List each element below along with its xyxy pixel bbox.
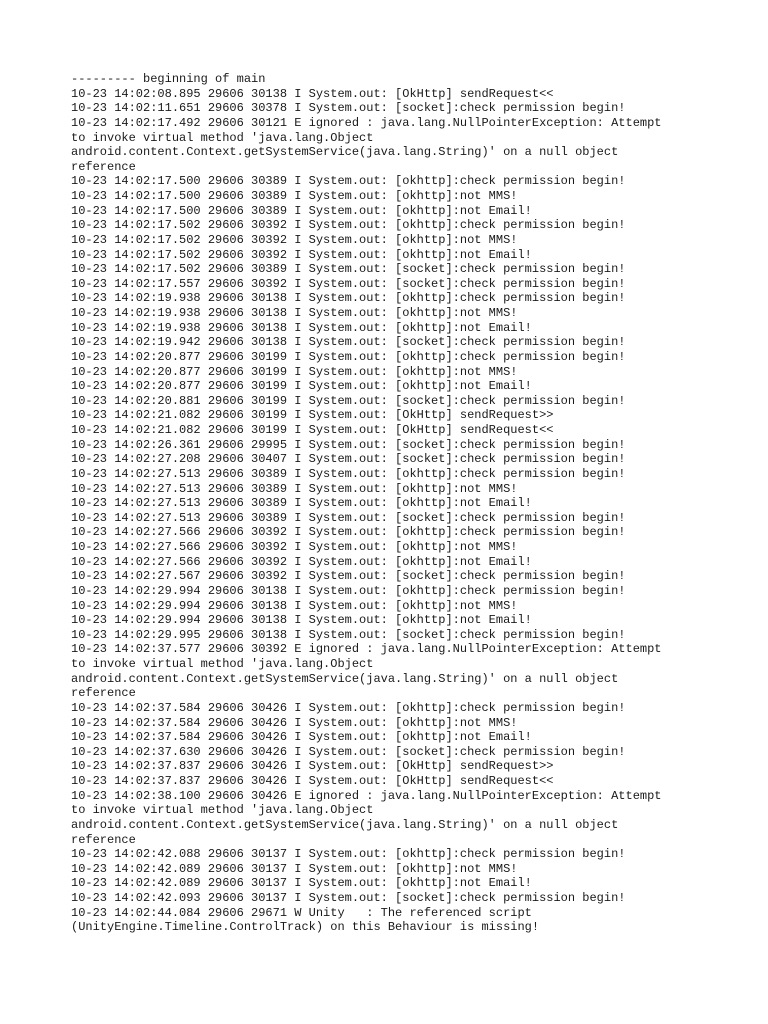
log-line: 10-23 14:02:38.100 29606 30426 E ignored : java.lang.NullPointerException: Attempt xyxy=(71,788,662,803)
log-line: 10-23 14:02:17.502 29606 30392 I System.out: [okhttp]:not Email! xyxy=(71,247,532,262)
log-line: 10-23 14:02:37.577 29606 30392 E ignored : java.lang.NullPointerException: Attempt xyxy=(71,642,662,657)
log-line: 10-23 14:02:21.082 29606 30199 I System.out: [OkHttp] sendRequest<< xyxy=(71,423,554,437)
log-line: to invoke virtual method 'java.lang.Object xyxy=(71,803,374,818)
log-line: 10-23 14:02:17.500 29606 30389 I System.out: [okhttp]:check permission begin! xyxy=(71,174,626,189)
log-line: 10-23 14:02:42.089 29606 30137 I System.out: [okhttp]:not Email! xyxy=(71,876,532,891)
log-line: 10-23 14:02:20.881 29606 30199 I System.out: [socket]:check permission begin! xyxy=(71,393,626,408)
log-line: 10-23 14:02:27.513 29606 30389 I System.out: [okhttp]:not MMS! xyxy=(71,481,518,496)
log-line: 10-23 14:02:19.938 29606 30138 I System.out: [okhttp]:not Email! xyxy=(71,320,532,335)
log-line: 10-23 14:02:29.994 29606 30138 I System.out: [okhttp]:not MMS! xyxy=(71,598,518,613)
log-line: 10-23 14:02:26.361 29606 29995 I System.out: [socket]:check permission begin! xyxy=(71,437,626,452)
log-line: 10-23 14:02:17.557 29606 30392 I System.out: [socket]:check permission begin! xyxy=(71,276,626,291)
log-line: 10-23 14:02:19.938 29606 30138 I System.out: [okhttp]:not MMS! xyxy=(71,306,518,320)
log-line: 10-23 14:02:44.084 29606 29671 W Unity : The referenced script xyxy=(71,905,532,920)
log-line: 10-23 14:02:37.584 29606 30426 I System.out: [okhttp]:not MMS! xyxy=(71,715,518,730)
log-line: 10-23 14:02:20.877 29606 30199 I System.out: [okhttp]:not MMS! xyxy=(71,364,518,379)
log-line: 10-23 14:02:27.513 29606 30389 I System.out: [okhttp]:check permission begin! xyxy=(71,466,626,481)
log-line: 10-23 14:02:29.995 29606 30138 I System.out: [socket]:check permission begin! xyxy=(71,627,626,642)
log-line: android.content.Context.getSystemService(java.lang.String)' on a null object xyxy=(71,145,619,160)
log-line: reference xyxy=(71,832,136,847)
log-line: android.content.Context.getSystemService(java.lang.String)' on a null object xyxy=(71,817,619,832)
log-line: 10-23 14:02:17.492 29606 30121 E ignored : java.lang.NullPointerException: Attempt xyxy=(71,115,662,130)
log-line: 10-23 14:02:42.088 29606 30137 I System.out: [okhttp]:check permission begin! xyxy=(71,847,626,862)
log-line: 10-23 14:02:19.938 29606 30138 I System.out: [okhttp]:check permission begin! xyxy=(71,291,626,306)
log-line: 10-23 14:02:08.895 29606 30138 I System.out: [OkHttp] sendRequest<< xyxy=(71,86,554,101)
log-line: 10-23 14:02:27.566 29606 30392 I System.out: [okhttp]:not Email! xyxy=(71,554,532,569)
log-line: 10-23 14:02:27.208 29606 30407 I System.out: [socket]:check permission begin! xyxy=(71,452,626,467)
log-line: 10-23 14:02:37.837 29606 30426 I System.out: [OkHttp] sendRequest>> xyxy=(71,759,554,774)
log-line: 10-23 14:02:27.566 29606 30392 I System.out: [okhttp]:check permission begin! xyxy=(71,525,626,540)
log-line: 10-23 14:02:42.093 29606 30137 I System.out: [socket]:check permission begin! xyxy=(71,891,626,905)
log-line: --------- beginning of main xyxy=(71,72,266,86)
log-line: 10-23 14:02:37.837 29606 30426 I System.out: [OkHttp] sendRequest<< xyxy=(71,774,554,788)
log-line: 10-23 14:02:29.994 29606 30138 I System.out: [okhttp]:not Email! xyxy=(71,613,532,628)
log-line: to invoke virtual method 'java.lang.Object xyxy=(71,130,374,145)
log-line: reference xyxy=(71,686,136,701)
log-line: 10-23 14:02:19.942 29606 30138 I System.out: [socket]:check permission begin! xyxy=(71,335,626,350)
log-line: 10-23 14:02:37.584 29606 30426 I System.out: [okhttp]:check permission begin! xyxy=(71,700,626,715)
log-line: 10-23 14:02:20.877 29606 30199 I System.out: [okhttp]:not Email! xyxy=(71,379,532,394)
log-line: 10-23 14:02:27.513 29606 30389 I System.out: [socket]:check permission begin! xyxy=(71,510,626,525)
log-line: 10-23 14:02:21.082 29606 30199 I System.out: [OkHttp] sendRequest>> xyxy=(71,408,554,423)
log-line: to invoke virtual method 'java.lang.Object xyxy=(71,657,374,671)
log-line: 10-23 14:02:17.500 29606 30389 I System.out: [okhttp]:not MMS! xyxy=(71,189,518,203)
log-line: 10-23 14:02:20.877 29606 30199 I System.out: [okhttp]:check permission begin! xyxy=(71,349,626,364)
log-line: 10-23 14:02:42.089 29606 30137 I System.out: [okhttp]:not MMS! xyxy=(71,861,518,876)
log-document xyxy=(71,72,751,935)
log-line: 10-23 14:02:27.567 29606 30392 I System.out: [socket]:check permission begin! xyxy=(71,569,626,584)
log-line: 10-23 14:02:11.651 29606 30378 I System.out: [socket]:check permission begin! xyxy=(71,101,626,116)
log-line: 10-23 14:02:27.566 29606 30392 I System.out: [okhttp]:not MMS! xyxy=(71,540,518,554)
log-line: (UnityEngine.Timeline.ControlTrack) on this Behaviour is missing! xyxy=(71,920,540,935)
log-line: android.content.Context.getSystemService(java.lang.String)' on a null object xyxy=(71,671,619,686)
log-line: 10-23 14:02:17.502 29606 30389 I System.out: [socket]:check permission begin! xyxy=(71,262,626,277)
log-line: 10-23 14:02:17.500 29606 30389 I System.out: [okhttp]:not Email! xyxy=(71,203,532,218)
log-line: reference xyxy=(71,159,136,174)
log-line: 10-23 14:02:27.513 29606 30389 I System.out: [okhttp]:not Email! xyxy=(71,496,532,511)
log-line: 10-23 14:02:37.630 29606 30426 I System.out: [socket]:check permission begin! xyxy=(71,744,626,759)
log-line: 10-23 14:02:37.584 29606 30426 I System.out: [okhttp]:not Email! xyxy=(71,730,532,745)
log-line: 10-23 14:02:17.502 29606 30392 I System.out: [okhttp]:check permission begin! xyxy=(71,218,626,233)
log-line: 10-23 14:02:17.502 29606 30392 I System.out: [okhttp]:not MMS! xyxy=(71,232,518,247)
log-line: 10-23 14:02:29.994 29606 30138 I System.out: [okhttp]:check permission begin! xyxy=(71,583,626,598)
